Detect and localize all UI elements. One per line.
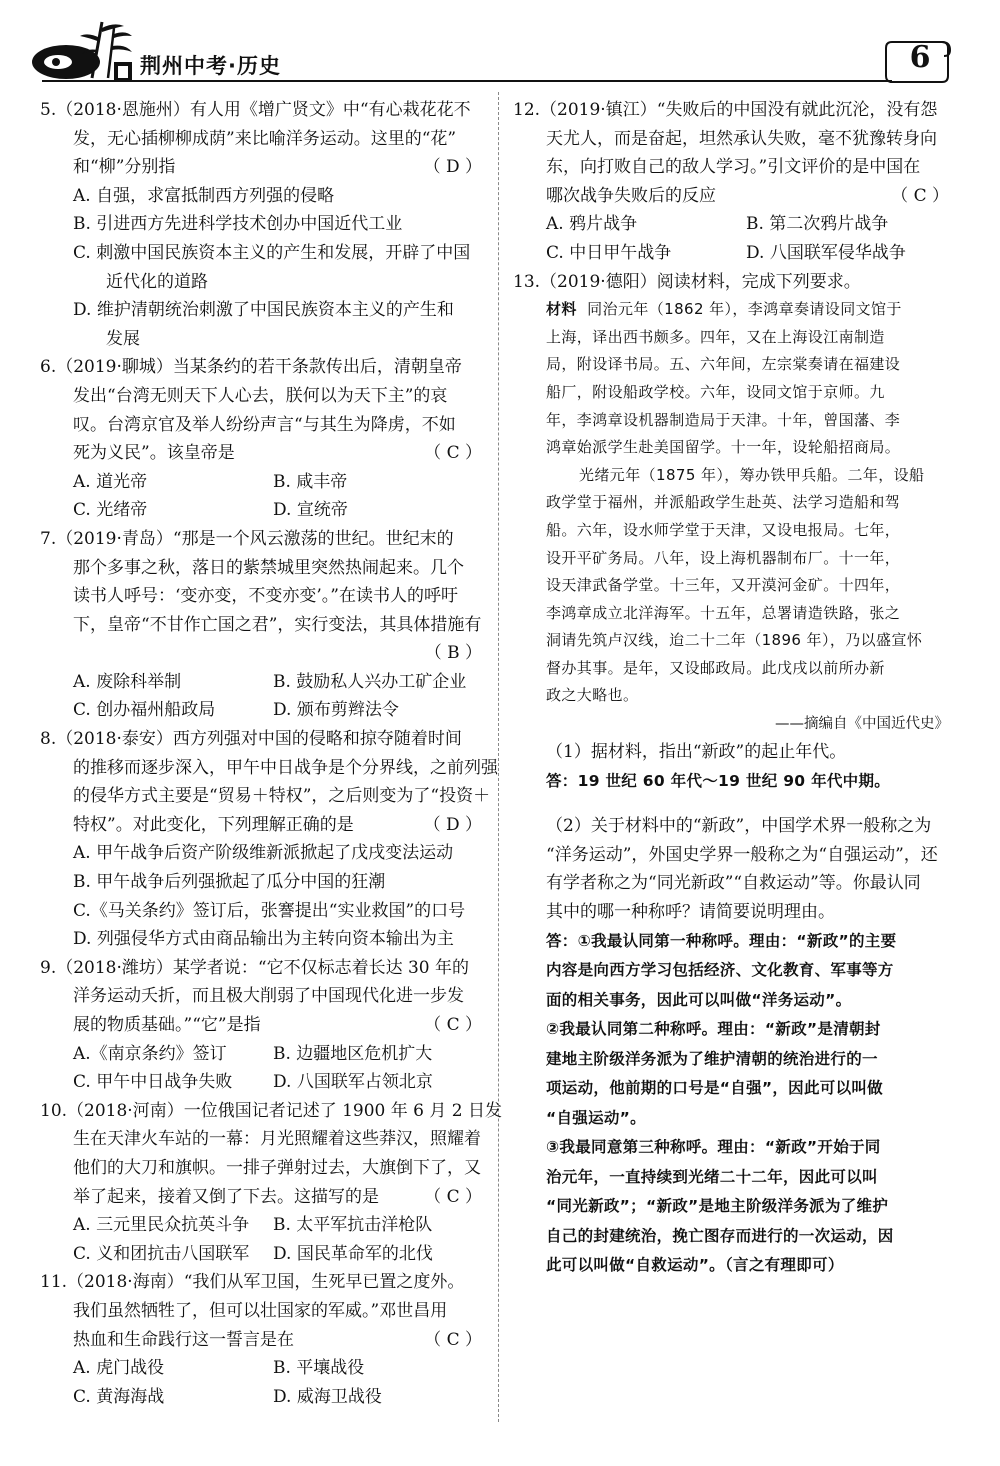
material-line: 政之大略也。 (546, 686, 639, 705)
header-title: 荆州中考·历史 (140, 54, 281, 78)
question-line: 天尤人，而是奋起，坦然承认失败，毫不犹豫转身向 (546, 128, 937, 149)
option: C. 甲午中日战争失败 (73, 1072, 233, 1093)
question-12 (513, 96, 953, 268)
options-row (513, 210, 953, 239)
option: D. 国民革命军的北伐 (273, 1243, 433, 1264)
spacer (513, 796, 953, 812)
option: B. 咸丰帝 (273, 471, 348, 492)
options-row (40, 668, 486, 697)
left-column (40, 96, 503, 1411)
sub-question-2: 其中的哪一种称呼？请简要说明理由。 (546, 901, 835, 922)
option: D. 威海卫战役 (273, 1386, 382, 1407)
answer-2-line (513, 927, 953, 957)
sub-question-1: （1）据材料，指出“新政”的起止年代。 (546, 742, 847, 763)
answer-2-line: “同光新政”；“新政”是地主阶级洋务派为了维护 (546, 1197, 889, 1216)
option: B. 平壤战役 (273, 1358, 365, 1379)
material-line: 船。六年，设水师学堂于天津，又设电报局。七年， (546, 520, 901, 539)
question-6 (40, 353, 486, 525)
answer-2-line: “自强运动”。 (546, 1108, 646, 1127)
options-row (40, 1383, 486, 1412)
answer-mark: （ C ） (424, 443, 482, 464)
options-row (40, 1240, 486, 1269)
option: D. 维护清朝统治刺激了中国民族资本主义的产生和 (73, 300, 454, 321)
material-line: 设开平矿务局。八年，设上海机器制布厂。十一年， (546, 548, 901, 567)
answer-mark: （ B ） (424, 643, 482, 664)
question-line (40, 153, 486, 182)
material-text: 同治元年（1862 年），李鸿章奏请设同文馆于 (587, 300, 902, 319)
page-header (0, 0, 1000, 95)
question-line: 5.（2018·恩施州）有人用《增广贤文》中“有心栽花花不 (40, 100, 471, 120)
question-11 (40, 1268, 486, 1411)
material-line: 洞请先筑卢汉线，迨二十二年（1896 年），乃以盛宣怀 (546, 631, 923, 650)
sub-question-2: （2）关于材料中的“新政”，中国学术界一般称之为 (546, 816, 932, 837)
answer-2-line: 面的相关事务，因此可以叫做“洋务运动”。 (546, 990, 852, 1009)
option: A. 废除科举制 (73, 671, 182, 692)
material-line: 上海，译出西书颇多。四年，又在上海设江南制造 (546, 327, 885, 346)
answer-label: 答： (546, 771, 578, 790)
question-text: 哪次战争失败后的反应 (546, 185, 716, 206)
material-line: 政学堂于福州，并派船政学生赴英、法学习造船和驾 (546, 493, 901, 512)
sub-question-2: “洋务运动”，外国史学界一般称之为“自强运动”，还 (546, 844, 938, 865)
question-text: 和“柳”分别指 (73, 157, 176, 178)
answer-2-line: 建地主阶级洋务派为了维护清朝的统治进行的一 (546, 1049, 878, 1068)
material-line: 李鸿章成立北洋海军。十五年，总署请造铁路，张之 (546, 603, 901, 622)
answer-text: 19 世纪 60 年代～19 世纪 90 年代中期。 (577, 771, 891, 790)
question-line (40, 1011, 486, 1040)
answer-mark: （ D ） (423, 814, 482, 835)
question-line: 我们虽然牺牲了，但可以壮国家的军威。”邓世昌用 (73, 1300, 448, 1321)
material-line: 船厂，附设船政学校。六年，设同文馆于京师。九 (546, 382, 885, 401)
option: B. 边疆地区危机扩大 (273, 1043, 433, 1064)
answer-label: 答： (546, 931, 578, 950)
citation: ——摘编自《中国近代史》 (775, 716, 949, 733)
question-line (40, 439, 486, 468)
answer-2-line: ③我最同意第三种称呼。理由：“新政”开始于同 (546, 1138, 881, 1157)
answer-2-line: ②我最认同第二种称呼。理由：“新政”是清朝封 (546, 1020, 881, 1039)
option: B. 鼓励私人兴办工矿企业 (273, 671, 467, 692)
question-line: 11.（2018·海南）“我们从军卫国，生死早已置之度外。 (40, 1272, 465, 1293)
question-9 (40, 954, 486, 1097)
question-line (40, 1183, 486, 1212)
option: C.《马关条约》签订后，张謇提出“实业救国”的口号 (73, 900, 466, 921)
question-line: 生在天津火车站的一幕：月光照耀着这些莽汉，照耀着 (73, 1129, 481, 1150)
option: B. 甲午战争后列强掀起了瓜分中国的狂潮 (73, 872, 386, 893)
option: A. 自强，求富抵制西方列强的侵略 (73, 185, 335, 206)
material-line: 光绪元年（1875 年），筹办铁甲兵船。二年，设船 (579, 465, 925, 484)
question-10 (40, 1097, 503, 1269)
options-row (40, 496, 486, 525)
question-8 (40, 725, 498, 954)
option: C. 义和团抗击八国联军 (73, 1243, 250, 1264)
answer-mark: （ D ） (423, 157, 482, 178)
page-number: 6 (909, 40, 931, 75)
question-line (513, 182, 953, 211)
option: A. 三元里民众抗英斗争 (73, 1215, 250, 1236)
answer-mark: （ C ） (424, 1015, 482, 1035)
option: D. 八国联军侵华战争 (746, 242, 906, 263)
answer-mark: （ C ） (891, 185, 949, 206)
answer-mark: （ C ） (424, 1329, 482, 1350)
material-line: 鸿章始派学生赴美国留学。十一年，设轮船招商局。 (546, 438, 901, 457)
question-line: 东，向打败自己的敌人学习。”引文评价的是中国在 (546, 157, 921, 178)
option: B. 第二次鸦片战争 (746, 214, 889, 235)
option: A. 道光帝 (73, 471, 148, 492)
question-13 (513, 268, 953, 1281)
option: D. 列强侵华方式由商品输出为主转向资本输出为主 (73, 929, 454, 950)
option: D. 宣统帝 (273, 500, 348, 521)
option: A. 甲午战争后资产阶级维新派掀起了戊戌变法运动 (73, 843, 454, 864)
answer-2-line: 内容是向西方学习包括经济、文化教育、军事等方 (546, 961, 894, 980)
option: A. 虎门战役 (73, 1358, 165, 1379)
option-cont: 近代化的道路 (106, 271, 208, 292)
option: C. 黄海海战 (73, 1386, 165, 1407)
option: A.《南京条约》签订 (73, 1043, 227, 1064)
option-cont: 发展 (106, 328, 140, 349)
header-rule (42, 80, 892, 82)
answer-line (40, 639, 486, 668)
material-line: 局，附设译书局。五、六年间，左宗棠奏请在福建设 (546, 355, 901, 374)
question-5 (40, 96, 486, 353)
option: C. 光绪帝 (73, 500, 148, 521)
question-line: 读书人呼号：‘变亦变，不变亦变’。”在读书人的呼吁 (73, 586, 458, 607)
question-line (40, 811, 486, 840)
question-text: 热血和生命践行这一誓言是在 (73, 1329, 294, 1350)
options-row (40, 1211, 486, 1240)
material-block (513, 296, 953, 738)
answer-2-line: 此可以叫做“自救运动”。（言之有理即可） (546, 1256, 844, 1275)
question-text: 举了起来，接着又倒了下去。这描写的是 (73, 1186, 379, 1207)
material-line (546, 296, 953, 324)
answer-2-line: 自己的封建统治，挽亡图存而进行的一次运动，因 (546, 1226, 894, 1245)
question-7 (40, 525, 486, 725)
question-text: 特权”。对此变化，下列理解正确的是 (73, 814, 354, 835)
question-text: 死为义民”。该皇帝是 (73, 443, 235, 464)
question-line: 那个多事之秋，落日的紫禁城里突然热闹起来。几个 (73, 557, 464, 578)
question-line: 13.（2019·德阳）阅读材料，完成下列要求。 (513, 271, 861, 292)
question-line: 的推移而逐步深入，甲午中日战争是个分界线，之前列强 (73, 757, 498, 778)
question-line: 7.（2019·青岛）“那是一个风云激荡的世纪。世纪末的 (40, 528, 454, 549)
question-line: 10.（2018·河南）一位俄国记者记述了 1900 年 6 月 2 日发 (40, 1100, 503, 1121)
question-line: 发出“台湾无则天下人心去，朕何以为天下主”的哀 (73, 385, 448, 406)
question-line: 12.（2019·镇江）“失败后的中国没有就此沉沦，没有怨 (513, 100, 938, 120)
options-row (40, 696, 486, 725)
option: B. 引进西方先进科学技术创办中国近代工业 (73, 214, 403, 235)
option: A. 鸦片战争 (546, 214, 638, 235)
answer-2-line: 治元年，一直持续到光绪二十二年，因此可以叫 (546, 1167, 878, 1186)
answer-2-line: 项运动，他前期的口号是“自强”，因此可以叫做 (546, 1079, 883, 1098)
bamboo-logo-icon (28, 18, 138, 84)
question-line: 洋务运动夭折，而且极大削弱了中国现代化进一步发 (73, 986, 464, 1007)
options-row (513, 239, 953, 268)
question-line: 的侵华方式主要是“贸易＋特权”，之后则变为了“投资＋ (73, 786, 491, 807)
question-line (40, 1326, 486, 1355)
material-line: 设天津武备学堂。十三年，又开漠河金矿。十四年， (546, 576, 901, 595)
question-line: 9.（2018·潍坊）某学者说：“它不仅标志着长达 30 年的 (40, 957, 470, 978)
right-column (513, 96, 953, 1281)
material-line: 年，李鸿章设机器制造局于天津。十年，曾国藩、李 (546, 410, 901, 429)
option: D. 八国联军占领北京 (273, 1072, 433, 1093)
option: C. 创办福州船政局 (73, 700, 216, 721)
question-line: 下，皇帝“不甘作亡国之君”，实行变法，其具体措施有 (73, 614, 482, 635)
sub-question-2: 有学者称之为“同光新政”“自救运动”等。你最认同 (546, 873, 921, 894)
question-line: 8.（2018·泰安）西方列强对中国的侵略和掠夺随着时间 (40, 729, 462, 750)
option: C. 刺激中国民族资本主义的产生和发展，开辟了中国 (73, 242, 471, 263)
option: D. 颁布剪辫法令 (273, 700, 399, 721)
options-row (40, 468, 486, 497)
material-label: 材料 (546, 300, 577, 319)
option: C. 中日甲午战争 (546, 242, 672, 263)
material-line: 督办其事。是年，又设邮政局。此戊戌以前所办新 (546, 658, 885, 677)
question-line: 叹。台湾京官及举人纷纷声言“与其生为降虏，不如 (73, 414, 456, 435)
question-line: 发，无心插柳柳成荫”来比喻洋务运动。这里的“花” (73, 128, 457, 149)
options-row (40, 1040, 486, 1069)
column-divider (498, 92, 499, 1422)
options-row (40, 1068, 486, 1097)
question-line: 他们的大刀和旗帜。一排子弹射过去，大旗倒下了，又 (73, 1157, 481, 1178)
answer-text: ①我最认同第一种称呼。理由：“新政”的主要 (577, 931, 897, 950)
question-text: 展的物质基础。”“它”是指 (73, 1015, 261, 1035)
answer-mark: （ C ） (424, 1186, 482, 1207)
options-row (40, 1354, 486, 1383)
option: B. 太平军抗击洋枪队 (273, 1215, 433, 1236)
question-line: 6.（2019·聊城）当某条约的若干条款传出后，清朝皇帝 (40, 357, 462, 378)
answer-1 (513, 767, 953, 797)
